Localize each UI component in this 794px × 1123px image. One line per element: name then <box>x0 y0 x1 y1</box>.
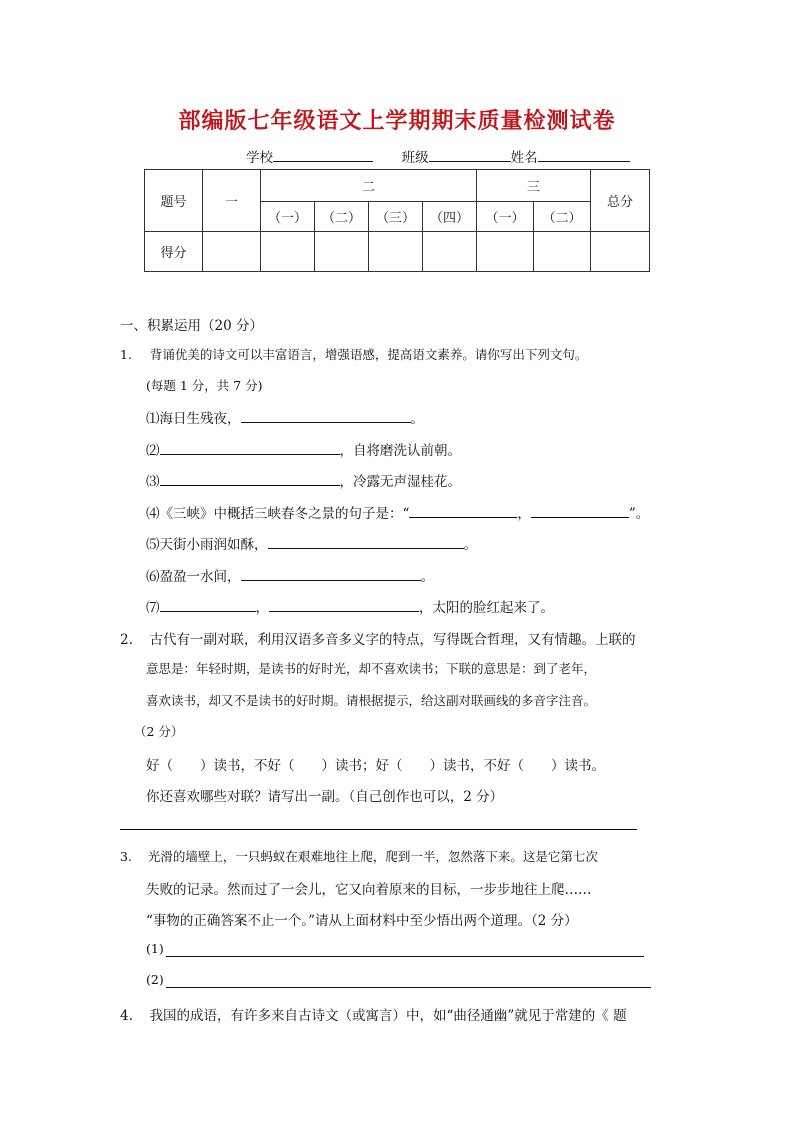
q1-blank-7a[interactable] <box>160 597 256 612</box>
score-table <box>144 169 650 272</box>
school-label: 学校 <box>246 150 273 166</box>
q1-item-6-post: 。 <box>420 569 434 585</box>
school-blank[interactable] <box>273 147 373 162</box>
q1-item-2-pre: ⑵ <box>146 443 160 459</box>
sub-two-3: （三） <box>369 202 423 232</box>
section-heading: 一、积累运用（20 分） <box>120 318 263 334</box>
q2-number: 2. <box>120 632 133 648</box>
q4-number: 4. <box>120 1008 133 1024</box>
q1-item-6-pre: ⑹盈盈一水间， <box>146 569 241 585</box>
name-blank[interactable] <box>538 147 630 162</box>
q1-item-5 <box>146 533 477 553</box>
sub-three-2: （二） <box>534 202 591 232</box>
q2-ask: 你还喜欢哪些对联？请写出一副。（自己创作也可以，2 分） <box>146 789 504 805</box>
q2-line-1 <box>120 628 635 648</box>
q1-blank-3[interactable] <box>160 471 340 486</box>
q2-line-1-text: 古代有一副对联，利用汉语多音多义字的特点，写得既合哲理，又有情趣。上联的 <box>149 632 636 648</box>
q3-answer-2-label: (2) <box>146 972 164 987</box>
q1-blank-4b[interactable] <box>531 503 629 518</box>
score-cell-total[interactable] <box>591 232 650 272</box>
class-blank[interactable] <box>429 147 511 162</box>
q2-line-3: 喜欢读书，却又不是读书的好时期。请根据提示，给这副对联画线的多音字注音。 <box>146 693 597 708</box>
sub-two-1: （一） <box>261 202 315 232</box>
q1-item-1-pre: ⑴海日生残夜， <box>146 411 241 427</box>
q2-answer-line[interactable] <box>120 829 637 830</box>
score-cell-two-1[interactable] <box>261 232 315 272</box>
q3-line-1 <box>120 847 598 865</box>
q3-line-3: “事物的正确答案不止一个。”请从上面材料中至少悟出两个道理。（2 分） <box>146 913 578 929</box>
q3-answer-1-line[interactable] <box>166 956 644 957</box>
q1-note: (每题 1 分，共 7 分) <box>146 378 263 393</box>
q1-item-6 <box>146 565 434 585</box>
q1-number: 1. <box>120 347 132 362</box>
q1-item-5-post: 。 <box>463 537 477 553</box>
col-total: 总分 <box>591 170 650 232</box>
q2-score: （2 分） <box>134 724 184 739</box>
q1-item-3-post: ，冷露无声湿桂花。 <box>339 474 461 490</box>
q1-item-7-pre: ⑺ <box>146 600 160 616</box>
col-two: 二 <box>261 170 477 202</box>
q1-blank-4a[interactable] <box>409 503 517 518</box>
score-cell-two-2[interactable] <box>315 232 369 272</box>
q1-blank-1[interactable] <box>241 408 411 423</box>
sub-two-2: （二） <box>315 202 369 232</box>
col-three: 三 <box>477 170 591 202</box>
q1-item-7-post: ，太阳的脸红起来了。 <box>419 600 554 616</box>
q1-blank-5[interactable] <box>268 534 464 549</box>
q1-item-3 <box>146 470 461 490</box>
score-cell-two-3[interactable] <box>369 232 423 272</box>
q4-text: 我国的成语，有许多来自古诗文（或寓言）中，如“曲径通幽”就见于常建的《 题 <box>149 1008 627 1024</box>
q2-line-2: 意思是：年轻时期，是读书的好时光，却不喜欢读书；下联的意思是：到了老年， <box>146 661 597 676</box>
q1-item-1-post: 。 <box>410 411 424 427</box>
q1-item-5-pre: ⑸天街小雨润如酥， <box>146 537 268 553</box>
q1-line <box>120 345 587 363</box>
header-label: 题号 <box>145 170 203 232</box>
q3-line-1-text: 光滑的墙壁上，一只蚂蚁在艰难地往上爬，爬到一半，忽然落下来。这是它第七次 <box>147 849 598 864</box>
q1-item-7 <box>146 596 554 616</box>
score-cell-three-2[interactable] <box>534 232 591 272</box>
q1-item-4-post: ”。 <box>628 506 650 522</box>
q1-blank-6[interactable] <box>241 566 421 581</box>
q2-couplet[interactable]: 好（ ）读书，不好（ ）读书；好（ ）读书，不好（ ）读书。 <box>146 758 605 774</box>
q3-answer-2-line[interactable] <box>166 987 651 988</box>
q1-item-3-pre: ⑶ <box>146 474 160 490</box>
score-label: 得分 <box>145 232 203 272</box>
sub-three-1: （一） <box>477 202 534 232</box>
class-label: 班级 <box>401 150 429 166</box>
score-cell-one[interactable] <box>203 232 261 272</box>
score-cell-three-1[interactable] <box>477 232 534 272</box>
q1-item-4 <box>146 502 649 522</box>
q1-item-4-pre: ⑷《三峡》中概括三峡春冬之景的句子是：“ <box>146 506 410 522</box>
q1-text: 背诵优美的诗文可以丰富语言，增强语感，提高语文素养。请你写出下列文句。 <box>149 347 588 362</box>
q3-answer-1-label: (1) <box>146 941 164 956</box>
score-cell-two-4[interactable] <box>423 232 477 272</box>
q1-item-1 <box>146 407 424 427</box>
q3-number: 3. <box>120 849 132 864</box>
name-label: 姓名 <box>510 150 538 166</box>
q1-blank-2[interactable] <box>160 440 340 455</box>
info-line <box>246 146 630 166</box>
q1-item-2 <box>146 439 461 459</box>
q1-item-7-mid: ， <box>255 600 269 616</box>
sub-two-4: （四） <box>423 202 477 232</box>
q1-blank-7b[interactable] <box>269 597 419 612</box>
q1-item-2-post: ，自将磨洗认前朝。 <box>339 443 461 459</box>
col-one: 一 <box>203 170 261 232</box>
q3-line-2: 失败的记录。然而过了一会儿，它又向着原来的目标，一步步地往上爬…… <box>146 882 592 898</box>
q1-item-4-mid: ， <box>517 506 531 522</box>
page-title: 部编版七年级语文上学期期末质量检测试卷 <box>178 108 616 134</box>
q4-line <box>120 1004 627 1024</box>
